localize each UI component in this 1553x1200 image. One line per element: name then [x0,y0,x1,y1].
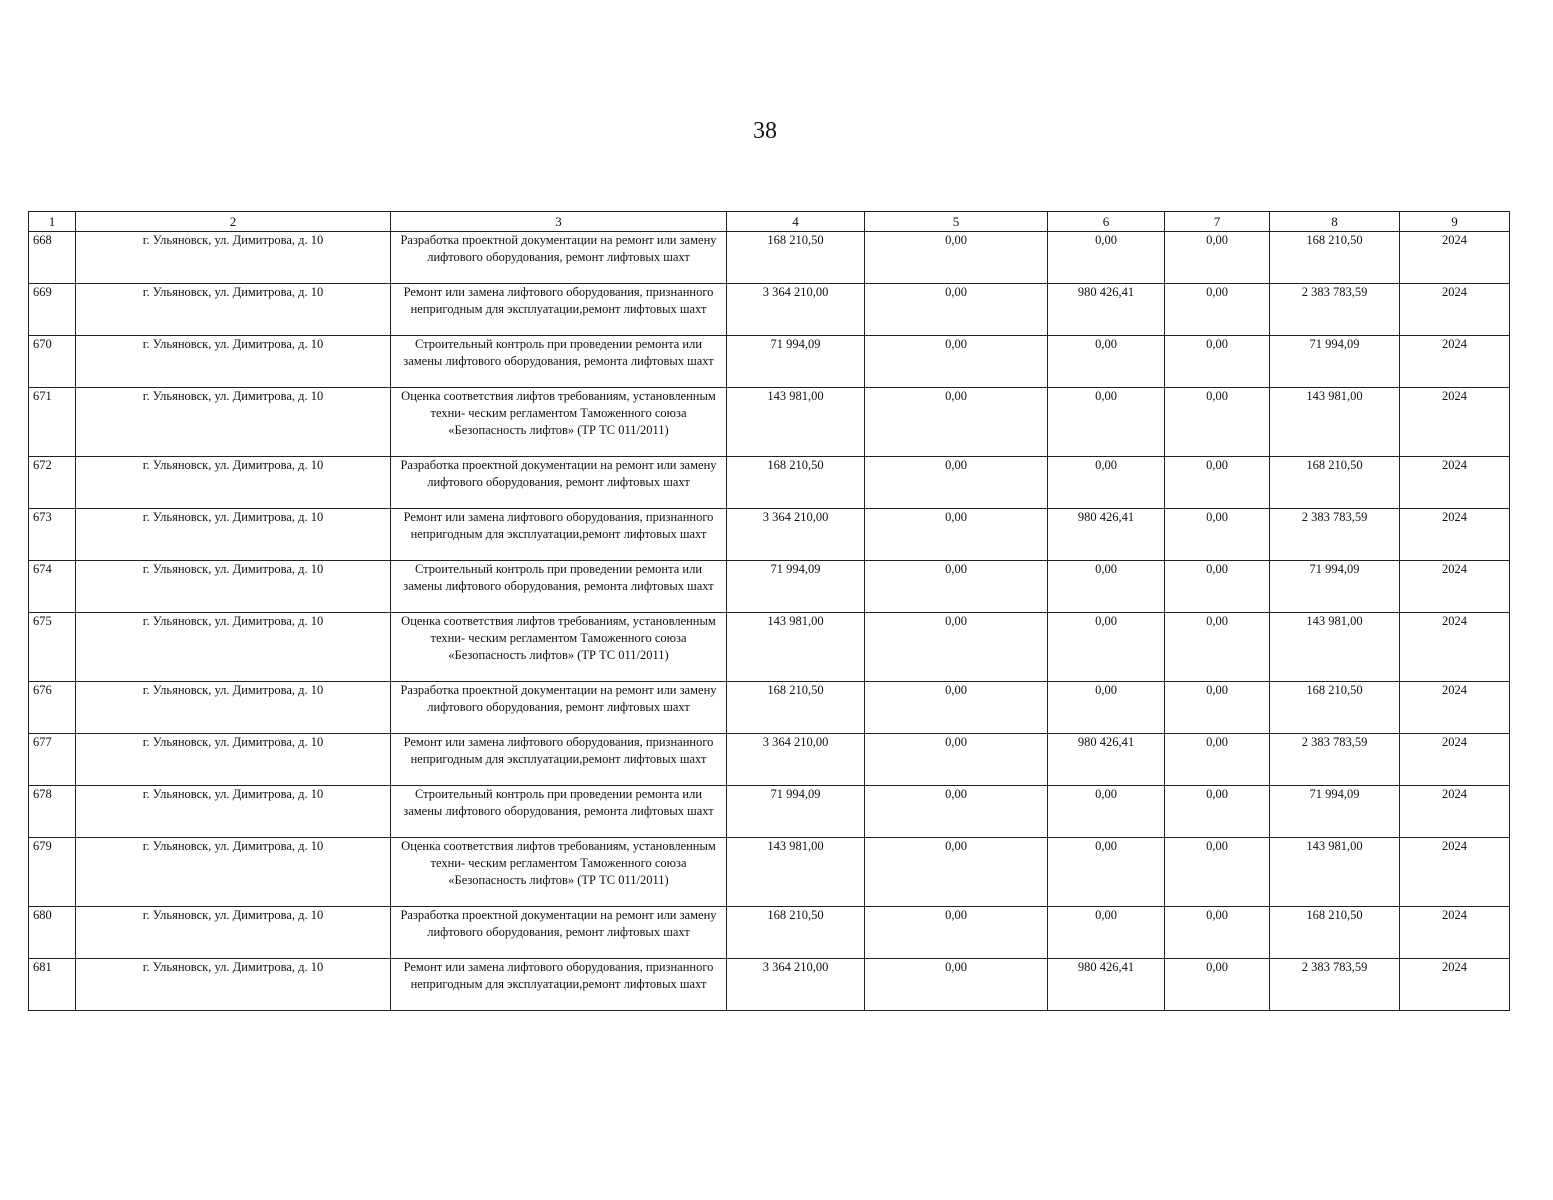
total-cost-cell: 3 364 210,00 [727,509,865,561]
year-cell: 2024 [1400,907,1510,959]
year-cell: 2024 [1400,457,1510,509]
fund-cell: 0,00 [865,734,1048,786]
year-cell: 2024 [1400,838,1510,907]
row-number: 675 [29,613,76,682]
budget-cell: 0,00 [1048,388,1165,457]
owners-funds-cell: 2 383 783,59 [1270,284,1400,336]
page-number: 38 [753,118,777,144]
total-cost-cell: 168 210,50 [727,682,865,734]
work-type-cell: Строительный контроль при проведении ремонта или замены лифтового оборудования, ремонта лифтовых шахт [391,786,727,838]
year-cell: 2024 [1400,613,1510,682]
address-cell: г. Ульяновск, ул. Димитрова, д. 10 [76,838,391,907]
local-budget-cell: 0,00 [1165,613,1270,682]
fund-cell: 0,00 [865,682,1048,734]
work-type-cell: Разработка проектной документации на ремонт или замену лифтового оборудования, ремонт лифтовых шахт [391,682,727,734]
address-cell: г. Ульяновск, ул. Димитрова, д. 10 [76,786,391,838]
row-number: 680 [29,907,76,959]
owners-funds-cell: 2 383 783,59 [1270,509,1400,561]
fund-cell: 0,00 [865,336,1048,388]
column-header: 4 [727,212,865,232]
column-header: 7 [1165,212,1270,232]
owners-funds-cell: 71 994,09 [1270,561,1400,613]
row-number: 681 [29,959,76,1011]
table-row [29,336,1510,388]
fund-cell: 0,00 [865,284,1048,336]
address-cell: г. Ульяновск, ул. Димитрова, д. 10 [76,959,391,1011]
owners-funds-cell: 2 383 783,59 [1270,959,1400,1011]
year-cell: 2024 [1400,284,1510,336]
owners-funds-cell: 168 210,50 [1270,232,1400,284]
local-budget-cell: 0,00 [1165,959,1270,1011]
owners-funds-cell: 2 383 783,59 [1270,734,1400,786]
year-cell: 2024 [1400,232,1510,284]
fund-cell: 0,00 [865,457,1048,509]
fund-cell: 0,00 [865,232,1048,284]
row-number: 677 [29,734,76,786]
column-header: 8 [1270,212,1400,232]
address-cell: г. Ульяновск, ул. Димитрова, д. 10 [76,232,391,284]
budget-cell: 0,00 [1048,907,1165,959]
table-row [29,786,1510,838]
owners-funds-cell: 143 981,00 [1270,388,1400,457]
work-type-cell: Оценка соответствия лифтов требованиям, установленным техни- ческим регламентом Таможенного союза «Безопасность лифтов» (ТР ТС 011/2011) [391,388,727,457]
total-cost-cell: 143 981,00 [727,613,865,682]
local-budget-cell: 0,00 [1165,284,1270,336]
header-row [29,212,1510,232]
address-cell: г. Ульяновск, ул. Димитрова, д. 10 [76,682,391,734]
total-cost-cell: 71 994,09 [727,336,865,388]
address-cell: г. Ульяновск, ул. Димитрова, д. 10 [76,457,391,509]
work-type-cell: Ремонт или замена лифтового оборудования, признанного непригодным для эксплуатации,ремонт лифтовых шахт [391,734,727,786]
column-header: 5 [865,212,1048,232]
local-budget-cell: 0,00 [1165,232,1270,284]
budget-cell: 0,00 [1048,561,1165,613]
fund-cell: 0,00 [865,613,1048,682]
budget-cell: 980 426,41 [1048,509,1165,561]
work-type-cell: Оценка соответствия лифтов требованиям, установленным техни- ческим регламентом Таможенного союза «Безопасность лифтов» (ТР ТС 011/2011) [391,613,727,682]
local-budget-cell: 0,00 [1165,786,1270,838]
budget-cell: 0,00 [1048,786,1165,838]
row-number: 679 [29,838,76,907]
year-cell: 2024 [1400,682,1510,734]
budget-cell: 0,00 [1048,838,1165,907]
total-cost-cell: 3 364 210,00 [727,959,865,1011]
table-row [29,613,1510,682]
row-number: 672 [29,457,76,509]
work-type-cell: Ремонт или замена лифтового оборудования, признанного непригодным для эксплуатации,ремонт лифтовых шахт [391,509,727,561]
column-header: 9 [1400,212,1510,232]
total-cost-cell: 143 981,00 [727,388,865,457]
budget-cell: 0,00 [1048,232,1165,284]
total-cost-cell: 143 981,00 [727,838,865,907]
table-row [29,907,1510,959]
work-type-cell: Разработка проектной документации на ремонт или замену лифтового оборудования, ремонт лифтовых шахт [391,457,727,509]
address-cell: г. Ульяновск, ул. Димитрова, д. 10 [76,284,391,336]
owners-funds-cell: 71 994,09 [1270,336,1400,388]
works-table [28,211,1510,1011]
row-number: 678 [29,786,76,838]
total-cost-cell: 71 994,09 [727,561,865,613]
address-cell: г. Ульяновск, ул. Димитрова, д. 10 [76,388,391,457]
year-cell: 2024 [1400,336,1510,388]
column-header: 2 [76,212,391,232]
owners-funds-cell: 168 210,50 [1270,682,1400,734]
owners-funds-cell: 71 994,09 [1270,786,1400,838]
table-row [29,388,1510,457]
budget-cell: 0,00 [1048,457,1165,509]
year-cell: 2024 [1400,786,1510,838]
fund-cell: 0,00 [865,561,1048,613]
table-row [29,284,1510,336]
row-number: 674 [29,561,76,613]
table-row [29,838,1510,907]
budget-cell: 980 426,41 [1048,734,1165,786]
row-number: 673 [29,509,76,561]
owners-funds-cell: 143 981,00 [1270,613,1400,682]
work-type-cell: Ремонт или замена лифтового оборудования, признанного непригодным для эксплуатации,ремонт лифтовых шахт [391,959,727,1011]
fund-cell: 0,00 [865,959,1048,1011]
address-cell: г. Ульяновск, ул. Димитрова, д. 10 [76,613,391,682]
row-number: 670 [29,336,76,388]
row-number: 671 [29,388,76,457]
local-budget-cell: 0,00 [1165,457,1270,509]
total-cost-cell: 3 364 210,00 [727,734,865,786]
column-header: 1 [29,212,76,232]
address-cell: г. Ульяновск, ул. Димитрова, д. 10 [76,907,391,959]
local-budget-cell: 0,00 [1165,682,1270,734]
work-type-cell: Строительный контроль при проведении ремонта или замены лифтового оборудования, ремонта лифтовых шахт [391,336,727,388]
work-type-cell: Оценка соответствия лифтов требованиям, установленным техни- ческим регламентом Таможенного союза «Безопасность лифтов» (ТР ТС 011/2011) [391,838,727,907]
year-cell: 2024 [1400,509,1510,561]
local-budget-cell: 0,00 [1165,561,1270,613]
table-row [29,457,1510,509]
year-cell: 2024 [1400,561,1510,613]
budget-cell: 980 426,41 [1048,959,1165,1011]
total-cost-cell: 71 994,09 [727,786,865,838]
owners-funds-cell: 168 210,50 [1270,457,1400,509]
total-cost-cell: 168 210,50 [727,232,865,284]
budget-cell: 0,00 [1048,336,1165,388]
fund-cell: 0,00 [865,907,1048,959]
work-type-cell: Строительный контроль при проведении ремонта или замены лифтового оборудования, ремонта лифтовых шахт [391,561,727,613]
year-cell: 2024 [1400,734,1510,786]
fund-cell: 0,00 [865,509,1048,561]
fund-cell: 0,00 [865,786,1048,838]
budget-cell: 0,00 [1048,613,1165,682]
year-cell: 2024 [1400,388,1510,457]
address-cell: г. Ульяновск, ул. Димитрова, д. 10 [76,336,391,388]
table-body [29,232,1510,1011]
row-number: 669 [29,284,76,336]
local-budget-cell: 0,00 [1165,388,1270,457]
table-row [29,509,1510,561]
work-type-cell: Разработка проектной документации на ремонт или замену лифтового оборудования, ремонт лифтовых шахт [391,232,727,284]
local-budget-cell: 0,00 [1165,336,1270,388]
table-row [29,561,1510,613]
row-number: 676 [29,682,76,734]
budget-cell: 0,00 [1048,682,1165,734]
work-type-cell: Ремонт или замена лифтового оборудования, признанного непригодным для эксплуатации,ремонт лифтовых шахт [391,284,727,336]
column-header: 3 [391,212,727,232]
address-cell: г. Ульяновск, ул. Димитрова, д. 10 [76,734,391,786]
local-budget-cell: 0,00 [1165,838,1270,907]
total-cost-cell: 168 210,50 [727,907,865,959]
total-cost-cell: 168 210,50 [727,457,865,509]
fund-cell: 0,00 [865,838,1048,907]
work-type-cell: Разработка проектной документации на ремонт или замену лифтового оборудования, ремонт лифтовых шахт [391,907,727,959]
address-cell: г. Ульяновск, ул. Димитрова, д. 10 [76,561,391,613]
local-budget-cell: 0,00 [1165,509,1270,561]
table-row [29,959,1510,1011]
column-header: 6 [1048,212,1165,232]
budget-cell: 980 426,41 [1048,284,1165,336]
local-budget-cell: 0,00 [1165,734,1270,786]
address-cell: г. Ульяновск, ул. Димитрова, д. 10 [76,509,391,561]
fund-cell: 0,00 [865,388,1048,457]
local-budget-cell: 0,00 [1165,907,1270,959]
table-row [29,734,1510,786]
row-number: 668 [29,232,76,284]
owners-funds-cell: 143 981,00 [1270,838,1400,907]
table-row [29,682,1510,734]
year-cell: 2024 [1400,959,1510,1011]
total-cost-cell: 3 364 210,00 [727,284,865,336]
table-row [29,232,1510,284]
owners-funds-cell: 168 210,50 [1270,907,1400,959]
